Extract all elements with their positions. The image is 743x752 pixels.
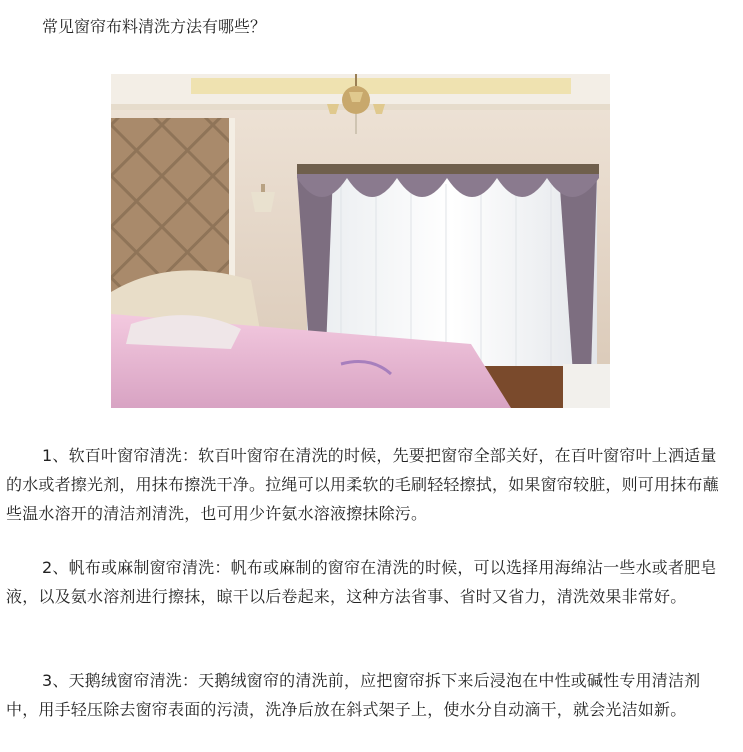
paragraph-canvas-linen: 2、帆布或麻制窗帘清洗：帆布或麻制的窗帘在清洗的时候，可以选择用海绵沾一些水或者肥皂液，以及氨水溶剂进行擦抹，晾干以后卷起来，这种方法省事、省时又省力，清洗效果非常好。 xyxy=(6,558,717,606)
paragraph-soft-blinds: 1、软百叶窗帘清洗：软百叶窗帘在清洗的时候，先要把窗帘全部关好，在百叶窗帘叶上洒适量的水或者擦光剂，用抹布擦洗干净。拉绳可以用柔软的毛刷轻轻擦拭，如果窗帘较脏，则可用抹布蘸些温水溶开的清洁剂清洗，也可用少许氨水溶液擦抹除污。 xyxy=(6,446,719,523)
bedroom-curtain-photo xyxy=(111,74,610,408)
article-title: 常见窗帘布料清洗方法有哪些？ xyxy=(42,17,267,36)
paragraph-velvet: 3、天鹅绒窗帘清洗：天鹅绒窗帘的清洗前，应把窗帘拆下来后浸泡在中性或碱性专用清洁剂中，用手轻压除去窗帘表面的污渍，洗净后放在斜式架子上，使水分自动滴干，就会光洁如新。 xyxy=(6,671,701,719)
